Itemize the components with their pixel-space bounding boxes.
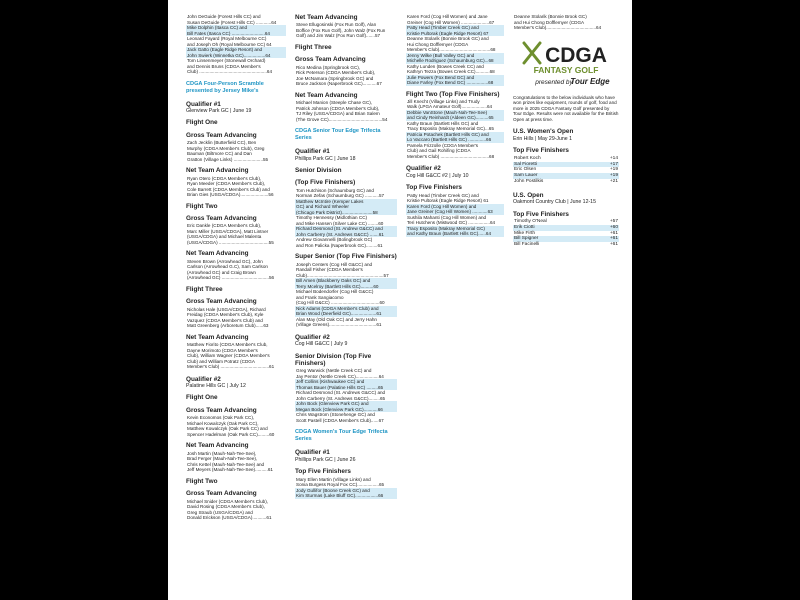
subheading: Flight Two	[186, 477, 218, 485]
result-line: Ryan Meeder (CDGA Member's Club),	[187, 181, 266, 187]
result-line: (Arrowhead GC) .....................................56	[187, 275, 275, 281]
highlighted-result-line: Kristie Pultorak (Eagle Ridge Resort) 67	[406, 31, 504, 37]
highlighted-result-line: Thomas Bauer (Palatine Hills GC) .........65	[295, 385, 397, 391]
subheading: Net Team Advancing	[186, 442, 249, 450]
column-4-continued-results	[513, 14, 619, 31]
subheading: Gross Team Advancing	[186, 131, 257, 139]
result-line: Club)............................................................57	[296, 272, 389, 278]
venue-date: Palatine Hills GC | July 12	[186, 382, 246, 389]
result-line: Club), William Wagner (CDGA Member's	[187, 353, 270, 359]
subheading: Senior Division (Top Five Finishers)	[295, 352, 372, 368]
result-line: Ryan Otero (CDGA Member's Club),	[187, 175, 262, 181]
qualifier-heading: Qualifier #2	[295, 333, 330, 341]
venue-date: Glenview Park GC | June 19	[186, 107, 252, 114]
golf-clubs-logo-icon	[518, 41, 614, 89]
result-line: (Village Greens).....................................61	[296, 322, 382, 328]
result-line: Kathryn Tezza (Bowes Creek CC)...........68	[407, 69, 495, 74]
result-line: Greg Straub (USGA/CDGA) and	[187, 509, 253, 515]
subheading: Senior Division	[295, 167, 342, 175]
result-line: Cole Barrett (CDGA Member's Club) and	[187, 186, 270, 192]
result-line: Matthew Fiorito (CDGA Member's Club,	[187, 342, 268, 348]
highlighted-result-line: Jenny Wilke (Bull Valley GC) and	[406, 53, 504, 59]
highlighted-result-line: Tracy Esposito (Makray Memorial GC)	[406, 226, 504, 232]
result-line: (USGA/CDGA) .......................................55	[187, 239, 274, 245]
highlighted-result-line: John Bock (Glenview Park GC) and	[295, 401, 397, 407]
result-line: Norman Zefas (Schaumburg GC) ...........57	[296, 193, 385, 199]
result-line: and Joseph Oh (Royal Melbourne CC) 64	[187, 41, 272, 47]
result-line: TJ Riley (USGA/CDGA) and Brian Salem	[296, 111, 380, 117]
player-name: Sal Fioretti	[514, 161, 537, 167]
result-line: Sonia Burgess Royal Fox CC).................65	[296, 482, 385, 488]
result-line: Jay Pentor (Nettle Creek CC)..................64	[296, 373, 384, 379]
qualifier-heading: Qualifier #1	[186, 100, 221, 108]
sponsor-logo: Tour Edge	[570, 76, 610, 86]
result-line: Jeff Meyers (Mauh-Nah-Tee-See)..........61	[187, 467, 273, 473]
subheading: Flight Three	[295, 43, 332, 51]
result-row	[513, 242, 619, 248]
highlighted-result-line: Michelle Rodriguez (Schaumburg GC)...68	[406, 58, 504, 64]
result-line: Joseph Centers (Cog Hill G&CC) and	[296, 261, 373, 267]
highlighted-result-line: Brian Wood (Deerfield GC)....................61	[295, 311, 397, 317]
result-line: Brad Ferger (Mauh-Nah-Tee-See),	[187, 456, 258, 462]
result-line: Michael Kowalczyk (Oak Park CC),	[187, 420, 259, 426]
highlighted-result-line: Julie Powers (Fox Bend GC) and	[406, 75, 504, 81]
highlighted-result-line: Terry Mcelroy (Bartlett Hills GC)..........60	[295, 284, 397, 290]
womens-open-venue: Erin Hills | May 29-June 1	[513, 135, 573, 142]
venue-date: Cog Hill G&CC | July 9	[295, 341, 348, 348]
result-line: David Rosing (CDGA Member's Club),	[187, 504, 265, 509]
highlighted-result-line: Matthew McIntire (Kemper Lakes	[295, 199, 397, 205]
result-line: Matt Greenberg (Arboretum Club)......63	[187, 323, 269, 329]
result-line: Steve Ellugosinski (Fox Run Golf), Alan	[296, 22, 377, 28]
player-score: +61	[609, 236, 618, 242]
subheading: Super Senior (Top Five Finishers)	[295, 253, 397, 261]
result-line: Member's Club) ......................................61	[187, 364, 275, 370]
result-line: (USGA/CDGA) and Michael Malenta	[187, 234, 262, 240]
result-line: and Frank Sangiacomo	[296, 294, 344, 300]
womens-open-finishers-label: Top Five Finishers	[513, 147, 569, 155]
result-line: Richard Desmond (St. Andrews G&CC) and	[296, 390, 386, 396]
player-name: Bill Spigner	[514, 236, 539, 242]
player-score: +57	[609, 219, 618, 225]
result-line: Murphy (CDGA Member's Club), Greg	[187, 145, 265, 151]
section-title: CDGA Senior Tour Edge Trifecta Series	[295, 128, 381, 142]
result-line: Susan DeGuide (Forest Hills CC) ............64	[187, 19, 277, 25]
subheading: Net Team Advancing	[295, 91, 358, 99]
result-line: Rico Medina (Springbrook GC),	[296, 64, 361, 70]
result-line: Bauman (Biltmore CC) and Dan	[187, 151, 252, 157]
result-line: Walk (LPGA Amateur Golf)....................64	[407, 104, 493, 110]
result-line: Pamela Frizzolle (CDGA Member's	[407, 142, 479, 148]
womens-open-title: U.S. Women's Open	[513, 128, 574, 136]
venue-date: Cog Hill G&CC #2 | July 10	[406, 172, 469, 179]
result-line: Matthew Kowalczyk (Oak Park CC) and	[187, 426, 268, 432]
player-score: +61	[609, 242, 618, 248]
result-line: (The Grove CC)..........................................54	[296, 116, 388, 122]
column-4	[513, 14, 619, 248]
section-title: CDGA Women's Tour Edge Trifecta Series	[295, 429, 388, 443]
highlighted-result-line: Jane Greiner (Cog Hill Women) ............63	[406, 209, 504, 215]
result-line: Hui Chong Dofflemyer (CDGA	[407, 41, 469, 47]
subheading: Gross Team Advancing	[186, 406, 257, 414]
subheading: Net Team Advancing	[295, 14, 358, 21]
result-line: Donald Erickson (USGA/CDGA)...........61	[187, 515, 272, 520]
brand-name: CDGA	[545, 43, 607, 67]
result-line: Chris Wagstrom (Stonehenge GC) and	[296, 412, 375, 418]
magazine-page	[168, 0, 632, 600]
highlighted-result-line: Nick Adams (CDGA Member's Club) and	[295, 306, 397, 312]
player-name: Eric Olsen	[514, 167, 537, 173]
result-line: Brian Gies (USGA/CDGA)......................56	[187, 192, 274, 198]
result-line: Randall Fisher (CDGA Member's	[296, 267, 363, 273]
subheading: Flight One	[186, 394, 218, 402]
result-line: Dayne Morimoto (CDGA Member's	[187, 347, 258, 353]
player-name: John Postilkis	[514, 178, 544, 184]
result-line: Michael Bodendorfer (Cog Hill G&CC)	[296, 289, 374, 295]
result-line: (Cog Hill G&CC) ......................................60	[296, 300, 385, 306]
subheading: Gross Team Advancing	[186, 215, 257, 223]
result-line: Tracy Esposito (Makray Memorial GC)...65	[407, 126, 494, 132]
result-line: Mary Ellen Martin (Village Links) and	[296, 476, 371, 482]
result-line: Club) .....................................................64	[187, 69, 273, 74]
us-open-finishers-label: Top Five Finishers	[513, 210, 569, 218]
result-line: Vazquez (CDGA Member's Club) and	[187, 317, 263, 323]
result-line: Eric Dankle (CDGA Member's Club),	[187, 223, 262, 229]
highlighted-result-line: Richard Desmond (St. Andrew G&CC) and	[295, 226, 397, 232]
section-title: CDGA Four-Person Scramble presented by Jersey Mike's	[186, 80, 264, 94]
subheading: Top Five Finishers	[406, 184, 462, 192]
result-line: Deanne Stolarik (Bonnie Brook GC)	[514, 14, 587, 19]
highlighted-result-line: (Chicago Park District)........................58	[295, 210, 397, 216]
player-score: +17	[609, 161, 618, 167]
column-3	[406, 14, 504, 237]
column-1	[186, 14, 286, 521]
subheading: Net Team Advancing	[186, 167, 249, 175]
highlighted-result-line: GC) and Richard Wheeler	[295, 204, 397, 210]
subheading: Flight One	[186, 119, 218, 127]
highlighted-result-line: Karen Ford (Cog Hill Women) and	[406, 204, 504, 210]
player-name: Bill Facinelli	[514, 242, 540, 248]
player-name: Timothy O'Neal	[514, 219, 547, 225]
result-line: Patty Head (Timber Creek GC) and	[407, 192, 479, 198]
highlighted-result-line: Patricia Potachek (Bartlett Hills GC) and	[406, 132, 504, 138]
subheading: Net Team Advancing	[186, 250, 249, 258]
qualifier-heading: Qualifier #1	[295, 449, 330, 457]
qualifier-heading: Qualifier #2	[406, 165, 441, 173]
highlighted-result-line: Kim Sturmas (Lake Bluff GC)..................66	[295, 493, 397, 499]
result-line: Michael Snider (CDGA Member's Club),	[187, 498, 269, 504]
result-line: Kathy Lunden (Bowes Creek CC) and	[407, 63, 484, 69]
us-open-venue: Oakmont Country Club | June 12-15	[513, 199, 596, 206]
player-score: +19	[609, 173, 618, 179]
result-line: Patrick Johnson (CDGA Member's Club),	[296, 105, 380, 111]
result-line: Bruce Jackson (Naperbrook GC)...........67	[296, 81, 382, 87]
player-score: +60	[609, 224, 618, 230]
result-line: Rick Peterson (CDGA Member's Club),	[296, 70, 376, 76]
result-line: Club) and Gail Rohifing (CDGA	[407, 148, 471, 154]
result-line: and Mike Hansen (Silver Lake CC) ........60	[296, 220, 384, 226]
result-line: Greg Warwick (Nettle Creek CC) and	[296, 368, 372, 374]
result-line: Kevin Economos (Oak Park CC),	[187, 415, 255, 421]
venue-date: Phillips Park GC | June 18	[295, 155, 356, 162]
result-line: Jill Knecht (Village Links) and Trudy	[407, 98, 480, 104]
highlighted-result-line: and Cindy Reinhardt (Aldeen GC)..........65	[406, 115, 504, 121]
player-name: Erik Ciotti	[514, 224, 535, 230]
player-score: +61	[609, 230, 618, 236]
congratulations-text: Congratulations to the below individuals who have won prizes like equipment, rounds of golf, food and more in 2025 CDGA Fantasy Golf presented by Tour Edge. Results were not available for the British Open at press time.	[513, 94, 619, 122]
result-line: Karen Ford (Cog Hill Women) and Jane	[407, 14, 488, 19]
player-name: Mike Firth	[514, 230, 536, 236]
highlighted-result-line: John Carberry (St. Andrews G&CC) .......61	[295, 232, 397, 238]
result-line: and Hui Chong Dofflemyer (CDGA	[514, 19, 585, 25]
subheading: (Top Five Finishers)	[295, 179, 356, 187]
result-row	[513, 179, 619, 185]
result-line: Member's Club)........................................68	[407, 47, 496, 52]
result-line: and Ron Palicka (Naperbrook GC).........61	[296, 242, 383, 248]
brand-tagline: FANTASY GOLF	[533, 64, 599, 75]
result-line: Kristie Pultorak (Eagle Ridge Resort) 61	[407, 198, 489, 204]
qualifier-heading: Qualifier #2	[186, 375, 221, 383]
result-line: Josh Martin (Mauh-Nah-Tee-See),	[187, 450, 257, 456]
subheading: Net Team Advancing	[186, 333, 249, 341]
highlighted-result-line: Bill Fates (Itasca CC) ..........................64	[186, 31, 286, 37]
subheading: Gross Team Advancing	[186, 298, 257, 306]
result-line: Joe McNamara (Springbrook GC) and	[296, 75, 374, 81]
highlighted-result-line: Patty Head (Timber Creek GC) and	[406, 25, 504, 31]
subheading: Flight Two	[186, 202, 218, 210]
presented-by-text: presented by	[535, 78, 573, 86]
highlighted-result-line: Lo Vaccaro (Bartlett Hills GC) ..............66	[406, 137, 504, 143]
result-line: Golf) and Jim Walz (Fox Run Golf).......57	[296, 33, 381, 39]
highlighted-result-line: Megan Bock (Glenview Park GC)...........66	[295, 407, 397, 413]
highlighted-result-line: Jody Gullifor (Boone Creek GC) and	[295, 488, 397, 494]
result-line: Zach Jecklin (Butterfield CC), Ben	[187, 140, 257, 146]
us-open-title: U.S. Open	[513, 191, 544, 199]
result-line: Gratton (Village Links) .......................55	[187, 156, 269, 162]
result-line: Club) and William Potratz (CDGA	[187, 358, 255, 364]
highlighted-result-line: Debbie VanStone (Mauh-Nah-Tee-See)	[406, 110, 504, 116]
result-line: Carlson (Arrowhead G.C), Sam Carlson	[187, 264, 268, 270]
us-open-results-table	[513, 219, 619, 248]
result-line: Greiner (Cog Hill Women) ......................67	[407, 19, 495, 25]
result-line: Chris Kettel (Mauh-Nah-Tee-See) and	[187, 461, 265, 467]
result-line: Alan May (Old Oak CC) and Jerry Hahn	[296, 316, 377, 322]
subheading: Gross Team Advancing	[295, 56, 366, 64]
player-score: +14	[609, 155, 618, 161]
highlighted-result-line: Mike Dolphin (Itasca CC) and	[186, 25, 286, 31]
result-line: Teri Hutchens (Mistwood GC) .................64	[407, 220, 496, 226]
result-line: Boffice (Fox Run Golf), John Walz (Fox Run	[296, 27, 386, 33]
result-line: Freidag (CDGA Member's Club), Kyle	[187, 312, 264, 318]
player-name: Sam Lauer	[514, 173, 538, 179]
highlighted-result-line: and Kathy Braun (Bartlett Hills GC)......64	[406, 231, 504, 237]
result-line: Spencer Hadelman (Oak Park CC).........60	[187, 431, 275, 437]
result-line: Leonard Fayard (Royal Melbourne CC)	[187, 36, 267, 41]
player-name: Robert Koch	[514, 155, 541, 161]
column-2	[295, 14, 397, 499]
result-line: Marc Miller (USGA/CDGA), Matt Lintner	[187, 228, 269, 234]
highlighted-result-line: Jack Gatto (Eagle Ridge Resort) and	[186, 47, 286, 53]
highlighted-result-line: Jeff Collins (Kishwaukee CC) and	[295, 379, 397, 385]
result-line: (Arrowhead GC) and Craig Brown	[187, 269, 256, 275]
result-line: Sushila Mahanti (Cog Hill Women) and	[407, 214, 487, 220]
subheading: Flight Two (Top Five Finishers)	[406, 90, 500, 98]
result-line: Timothy Hennessy (Midlothian CC)	[296, 215, 368, 221]
result-line: Andrew Giovannelli (Bolingbrook GC)	[296, 237, 373, 243]
result-line: Kathy Braun (Bartlett Hills GC) and	[407, 120, 479, 126]
result-line: Tom Linsenmeyer (Stonewall Orchard)	[187, 58, 266, 63]
highlighted-result-line: Diane Farley (Fox Bend GC) .................68	[406, 80, 504, 86]
result-line: and Dennis Bruns (CDGA Member's	[187, 63, 261, 69]
result-line: John Carberry (St. Andrews G&CC).........65	[296, 395, 386, 401]
qualifier-heading: Qualifier #1	[295, 148, 330, 156]
highlighted-result-line: John Swierk (Winnetka GC).................64	[186, 53, 286, 59]
cdga-fantasy-golf-logo	[513, 41, 619, 89]
result-line: John DeGuide (Forest Hills CC) and	[187, 14, 261, 19]
result-line: Michael Manion (Steeple Chase GC),	[296, 100, 373, 106]
subheading: Gross Team Advancing	[186, 490, 257, 498]
result-line: Tom Hutchison (Schaumburg GC) and	[296, 187, 374, 193]
subheading: Top Five Finishers	[295, 468, 351, 476]
result-line: Member's Club) ......................................68	[407, 153, 495, 159]
result-line: Member's Club).......................................64	[514, 25, 602, 30]
venue-date: Phillips Park GC | June 26	[295, 456, 356, 463]
subheading: Flight Three	[186, 285, 223, 293]
player-score: +19	[609, 167, 618, 173]
highlighted-result-line: Bill Amen (Blackberry Oaks GC) and	[295, 278, 397, 284]
result-line: Steven Brown (Arrowhead GC), John	[187, 258, 263, 264]
result-line: Deanne Stolarik (Bonnie Brook GC) and	[407, 36, 489, 41]
result-line: Scott Pastell (CDGA Member's Club)......67	[296, 417, 384, 423]
player-score: +21	[609, 178, 618, 184]
result-line: Nicholas Hale (USGA/CDGA), Richard	[187, 306, 266, 312]
womens-open-results-table	[513, 156, 619, 185]
